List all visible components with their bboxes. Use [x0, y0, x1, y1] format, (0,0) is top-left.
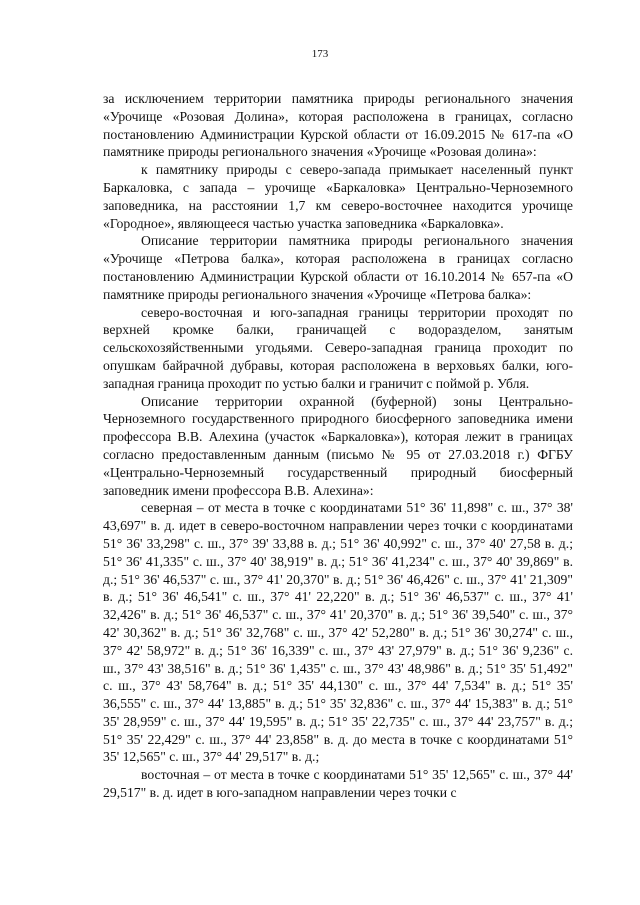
paragraph-petrova-balka-title: Описание территории памятника природы регионального значения «Урочище «Петрова балка», которая расположена в границах согласно постановлению Администрации Курской области от 16.10.2014 № 657-па «О памятнике природы регионального значения «Урочище «Петрова балка»:	[103, 233, 573, 302]
page-number: 173	[311, 48, 329, 60]
paragraph-buffer-zone-title: Описание территории охранной (буферной) зоны Центрально-Черноземного государственного природного биосферного заповедника имени профессора В.В. Алехина (участок «Баркаловка»), которая лежит в границах согласно предоставленным данным (письмо № 95 от 27.03.2018 г.) ФГБУ «Центрально-Черноземный государственный природный биосферный заповедник имени профессора В.В. Алехина»:	[103, 393, 573, 498]
document-body	[103, 90, 573, 802]
paragraph-barkalovka-adjacency: к памятнику природы с северо-запада примыкает населенный пункт Баркаловка, с запада – урочище «Баркаловка» Центрально-Черноземного заповедника, на расстоянии 1,7 км северо-восточнее находится урочище «Городное», являющееся частью участка заповедника «Баркаловка».	[103, 162, 573, 231]
paragraph-rozovaya-dolina: за исключением территории памятника природы регионального значения «Урочище «Розовая Долина», которая расположена в границах, согласно постановлению Администрации Курской области от 16.09.2015 № 617-па «О памятнике природы регионального значения «Урочище «Розовая долина»:	[103, 91, 573, 160]
paragraph-northern-border: северная – от места в точке с координатами 51° 36' 11,898" с. ш., 37° 38' 43,697" в. д. идет в северо-восточном направлении через точки с координатами 51° 36' 33,298" с. ш., 37° 39' 33,88 в. д.; 51° 36' 40,992" с. ш., 37° 40' 27,58 в. д.; 51° 36' 41,335" с. ш., 37° 40' 38,919" в. д.; 51° 36' 41,234" с. ш., 37° 40' 39,869" в. д.; 51° 36' 46,537" с. ш., 37° 41' 20,370" в. д.; 51° 36' 46,426" с. ш., 37° 41' 21,309" в. д.; 51° 36' 46,541" с. ш., 37° 41' 22,220" в. д.; 51° 36' 46,537" с. ш., 37° 41' 32,426" в. д.; 51° 36' 46,537" с. ш., 37° 41' 20,370" в. д.; 51° 36' 39,540" с. ш., 37° 42' 30,362" в. д.; 51° 36' 32,768" с. ш., 37° 42' 52,280" в. д.; 51° 36' 30,274" с. ш., 37° 42' 58,972" в. д.; 51° 36' 16,339" с. ш., 37° 43' 27,979" в. д.; 51° 36' 9,236" с. ш., 37° 43' 38,516" в. д.; 51° 36' 1,435" с. ш., 37° 43' 48,986" в. д.; 51° 35' 51,492" с. ш., 37° 43' 58,764" в. д.; 51° 35' 44,130" с. ш., 37° 44' 7,534" в. д.; 51° 35' 36,555" с. ш., 37° 44' 13,885" в. д.; 51° 35' 32,836" с. ш., 37° 44' 15,383" в. д.; 51° 35' 28,959" с. ш., 37° 44' 19,595" в. д.; 51° 35' 22,735" с. ш., 37° 44' 23,757" в. д.; 51° 35' 22,429" с. ш., 37° 44' 23,858" в. д. до места в точке с координатами 51° 35' 12,565" с. ш., 37° 44' 29,517" в. д.;	[103, 500, 573, 765]
paragraph-eastern-border: восточная – от места в точке с координатами 51° 35' 12,565" с. ш., 37° 44' 29,517" в. д. идет в юго-западном направлении через точки с	[103, 767, 573, 801]
paragraph-petrova-balka-borders: северо-восточная и юго-западная границы территории проходят по верхней кромке балки, граничащей с водоразделом, занятым сельскохозяйственными угодьями. Северо-западная граница проходит по опушкам байрачной дубравы, которая расположена в верховьях балки, юго-западная граница проходит по устью балки и граничит с поймой р. Убля.	[103, 304, 573, 391]
